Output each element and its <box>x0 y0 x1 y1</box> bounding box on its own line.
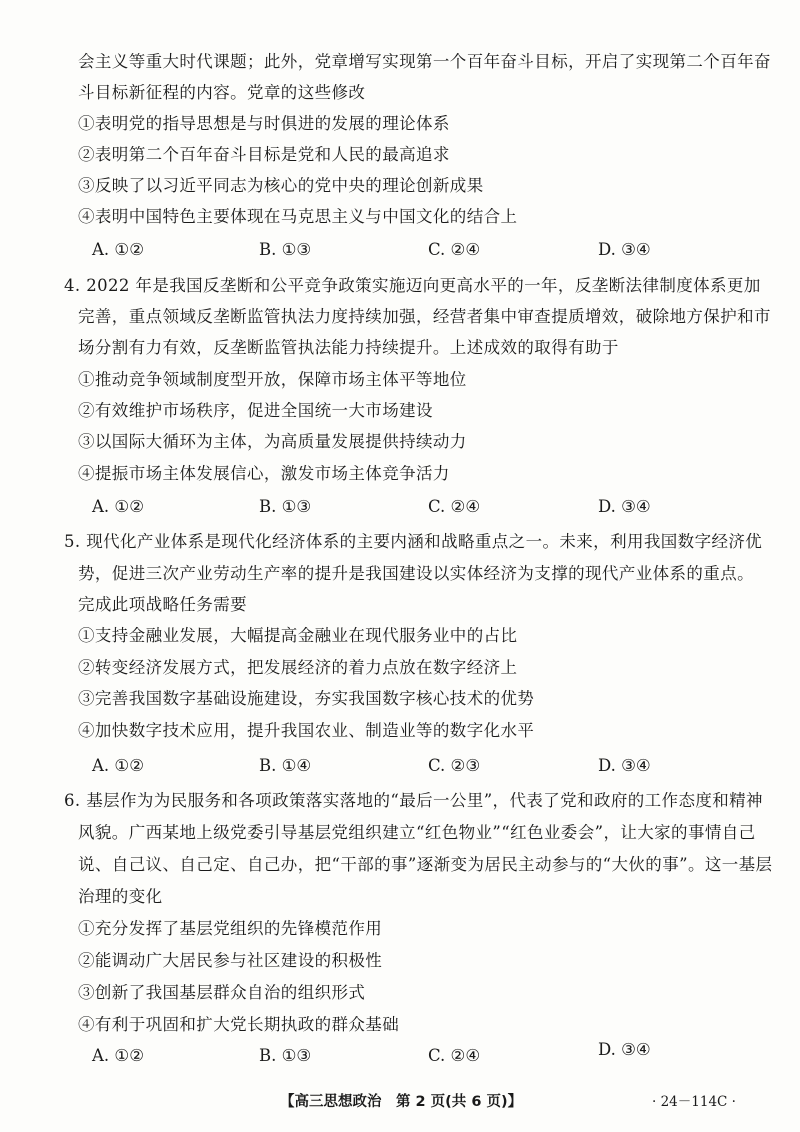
q3-option-2: ②表明第二个百年奋斗目标是党和人民的最高追求 <box>78 145 450 164</box>
q5-choices <box>92 756 732 776</box>
q5-option-3: ③完善我国数字基础设施建设，夯实我国数字核心技术的优势 <box>78 689 535 708</box>
q3-option-4: ④表明中国特色主要体现在马克思主义与中国文化的结合上 <box>78 207 518 226</box>
q4-stem-line: 完善，重点领域反垄断监管执法力度持续加强，经营者集中审查提质增效，破除地方保护和市 <box>78 307 771 326</box>
q6-option-1: ①充分发挥了基层党组织的先锋模范作用 <box>78 919 383 938</box>
q6-option-3: ③创新了我国基层群众自治的组织形式 <box>78 983 366 1002</box>
page-footer <box>0 1092 800 1112</box>
q3-choice-c[interactable]: C. ②④ <box>428 240 481 259</box>
q4-choice-b[interactable]: B. ①③ <box>259 497 312 516</box>
q4-choice-c[interactable]: C. ②④ <box>428 497 481 516</box>
q6-choice-a[interactable]: A. ①② <box>92 1046 144 1065</box>
q3-choices <box>92 240 732 260</box>
q6-choice-c[interactable]: C. ②④ <box>428 1046 481 1065</box>
q5-option-2: ②转变经济发展方式，把发展经济的着力点放在数字经济上 <box>78 658 518 677</box>
q6-option-2: ②能调动广大居民参与社区建设的积极性 <box>78 951 383 970</box>
q4-option-2: ②有效维护市场秩序，促进全国统一大市场建设 <box>78 401 433 420</box>
q6-stem-line: 说、自己议、自己定、自己办，把“干部的事”逐渐变为居民主动参与的“大伙的事”。这一基层 <box>78 855 773 874</box>
q3-option-3: ③反映了以习近平同志为核心的党中央的理论创新成果 <box>78 176 484 195</box>
q5-choice-c[interactable]: C. ②③ <box>428 756 481 775</box>
q4-stem-line: 场分割有力有效，反垄断监管执法能力持续提升。上述成效的取得有助于 <box>78 338 619 357</box>
q5-stem-line: 5. 现代化产业体系是现代化经济体系的主要内涵和战略重点之一。未来，利用我国数字经济优 <box>64 532 763 551</box>
q4-option-4: ④提振市场主体发展信心，激发市场主体竞争活力 <box>78 464 450 483</box>
q5-stem-line: 完成此项战略任务需要 <box>78 595 247 614</box>
exam-code: · 24－114C · <box>652 1094 736 1110</box>
q6-option-4: ④有利于巩固和扩大党长期执政的群众基础 <box>78 1015 400 1034</box>
q5-choice-a[interactable]: A. ①② <box>92 756 144 775</box>
q4-choice-d[interactable]: D. ③④ <box>598 497 651 516</box>
page-number-label: 【高三思想政治 第 2 页(共 6 页)】 <box>280 1094 523 1110</box>
q6-stem-line: 6. 基层作为为民服务和各项政策落实落地的“最后一公里”，代表了党和政府的工作态度和精神 <box>64 791 763 810</box>
q6-stem-line: 治理的变化 <box>78 887 163 906</box>
q5-option-4: ④加快数字技术应用，提升我国农业、制造业等的数字化水平 <box>78 721 535 740</box>
q3-choice-d[interactable]: D. ③④ <box>598 240 651 259</box>
q4-choice-a[interactable]: A. ①② <box>92 497 144 516</box>
q6-stem-line: 风貌。广西某地上级党委引导基层党组织建立“红色物业”“红色业委会”，让大家的事情自己 <box>78 823 756 842</box>
q5-choice-d[interactable]: D. ③④ <box>598 756 651 775</box>
q5-option-1: ①支持金融业发展，大幅提高金融业在现代服务业中的占比 <box>78 626 518 645</box>
q6-choice-d[interactable]: D. ③④ <box>598 1040 651 1059</box>
q6-choices <box>92 1040 732 1066</box>
q3-text-line: 会主义等重大时代课题；此外，党章增写实现第一个百年奋斗目标，开启了实现第二个百年奋 <box>78 52 771 71</box>
q4-option-1: ①推动竞争领域制度型开放，保障市场主体平等地位 <box>78 370 467 389</box>
q4-choices <box>92 497 732 517</box>
q3-option-1: ①表明党的指导思想是与时俱进的发展的理论体系 <box>78 114 450 133</box>
q3-choice-b[interactable]: B. ①③ <box>259 240 312 259</box>
q6-choice-b[interactable]: B. ①③ <box>259 1046 312 1065</box>
q5-choice-b[interactable]: B. ①④ <box>259 756 312 775</box>
q3-text-line: 斗目标新征程的内容。党章的这些修改 <box>78 83 366 102</box>
q3-choice-a[interactable]: A. ①② <box>92 240 144 259</box>
q4-option-3: ③以国际大循环为主体，为高质量发展提供持续动力 <box>78 432 467 451</box>
q4-stem-line: 4. 2022 年是我国反垄断和公平竞争政策实施迈向更高水平的一年，反垄断法律制度体系更加 <box>64 276 761 295</box>
q5-stem-line: 势，促进三次产业劳动生产率的提升是我国建设以实体经济为支撑的现代产业体系的重点。 <box>78 564 754 583</box>
